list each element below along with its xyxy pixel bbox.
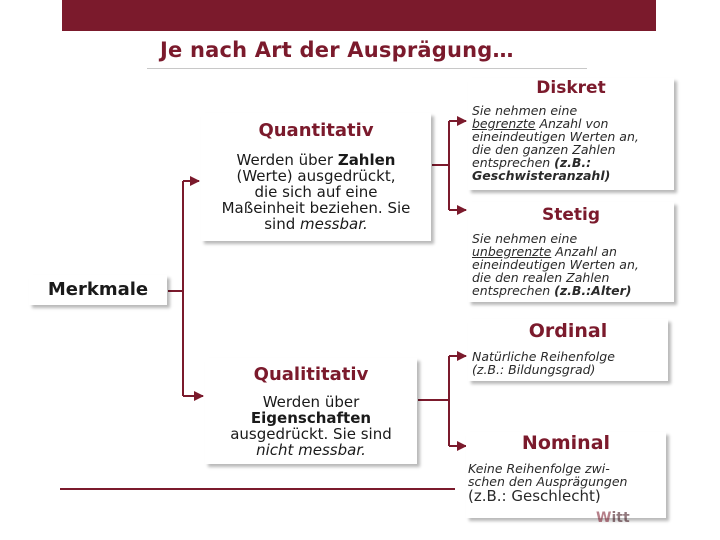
merkmale-box [29, 275, 167, 305]
ordinal-box [468, 319, 668, 381]
quantitativ-description: Werden über Zahlen (Werte) ausgedrückt, die sich auf eine Maßeinheit beziehen. Sie sind messbar. [221, 151, 411, 233]
logo: Witt [596, 510, 630, 526]
diskret-description: Sie nehmen eine begrenzte Anzahl von eineindeutigen Werten an, die den ganzen Zahlen entsprechen (z.B.: Geschwisteranzahl) [472, 103, 639, 183]
nominal-description: Keine Reihenfolge zwi- schen den Ausprägungen (z.B.: Geschlecht) [468, 461, 628, 505]
diskret-box [468, 78, 674, 190]
ordinal-heading: Ordinal [528, 320, 608, 342]
qualitativ-description: Werden über Eigenschaften ausgedrückt. Sie sind nicht messbar. [230, 393, 392, 459]
stetig-description: Sie nehmen eine unbegrenzte Anzahl an eineindeutigen Werten an, die den realen Zahlen entsprechen (z.B.:Alter) [472, 231, 639, 298]
ordinal-description: Natürliche Reihenfolge (z.B.: Bildungsgrad) [472, 349, 615, 377]
stetig-box [468, 202, 674, 302]
bottom-divider [60, 488, 455, 490]
qualitativ-box [205, 358, 417, 464]
qualitativ-heading: Qualititativ [253, 364, 369, 385]
stetig-heading: Stetig [541, 205, 601, 225]
merkmale-label: Merkmale [47, 279, 149, 300]
nominal-heading: Nominal [521, 432, 611, 454]
nominal-box [466, 432, 666, 518]
quantitativ-box [201, 113, 431, 241]
page-title: Je nach Art der Ausprägung… [160, 38, 514, 62]
diskret-heading: Diskret [536, 78, 606, 98]
quantitativ-heading: Quantitativ [258, 120, 374, 141]
